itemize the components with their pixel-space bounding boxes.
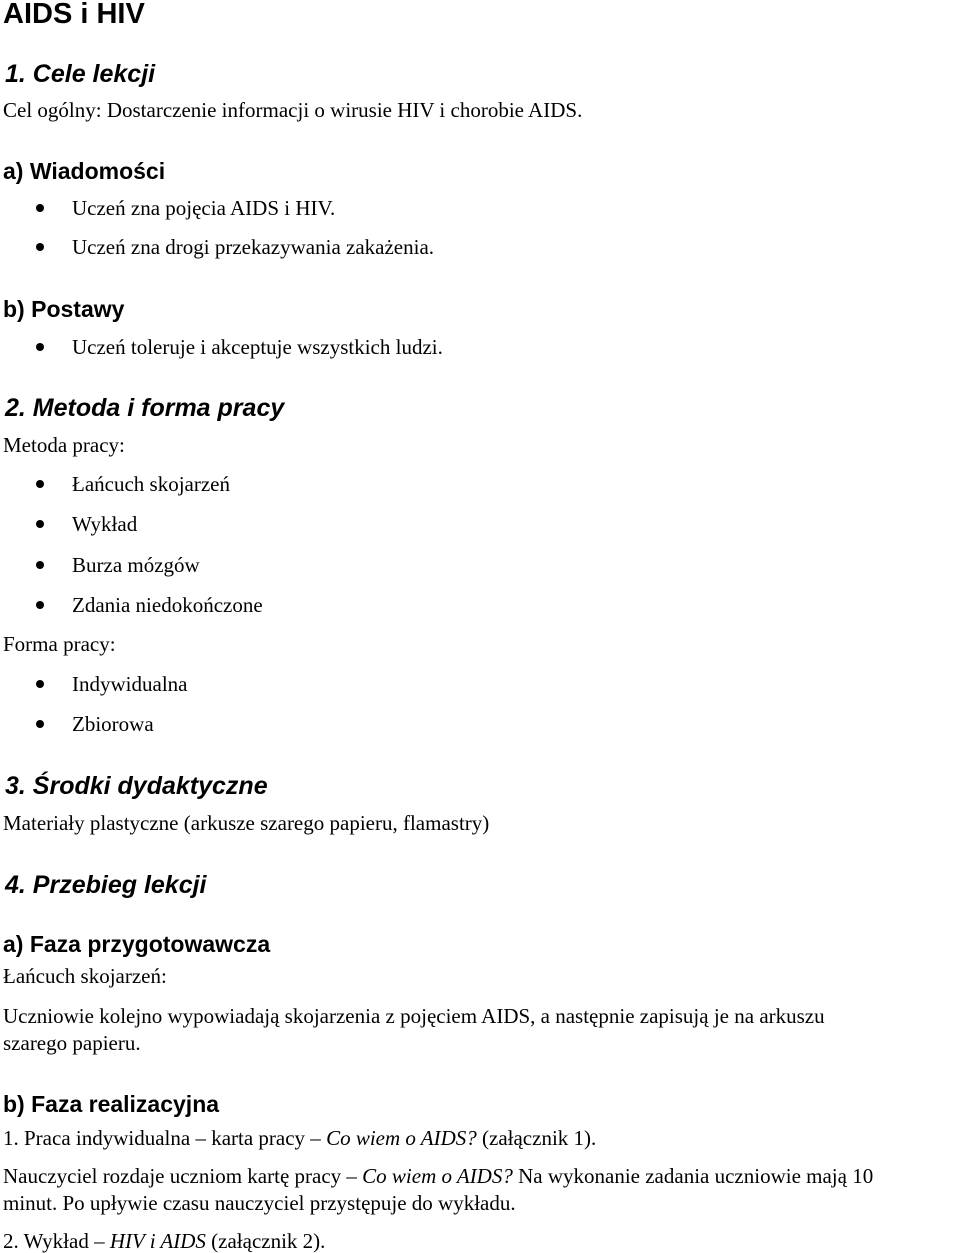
chain-text-line-2: szarego papieru. — [3, 1031, 141, 1055]
list-item: Zbiorowa — [72, 712, 154, 736]
general-goal-text: Cel ogólny: Dostarczenie informacji o wirusie HIV i chorobie AIDS. — [3, 98, 583, 122]
chain-label: Łańcuch skojarzeń: — [3, 964, 167, 988]
bullet-icon — [36, 601, 44, 609]
form-label: Forma pracy: — [3, 632, 116, 656]
numbered-item-2 — [3, 1231, 325, 1252]
list-item: Uczeń zna pojęcia AIDS i HIV. — [72, 196, 336, 220]
section-1-heading: 1. Cele lekcji — [5, 60, 156, 88]
bullet-icon — [36, 343, 44, 351]
list-item: Indywidualna — [72, 672, 188, 696]
instruction-line-2: minut. Po upływie czasu nauczyciel przystępuje do wykładu. — [3, 1191, 516, 1215]
section-2-heading: 2. Metoda i forma pracy — [5, 394, 285, 422]
instruction-worksheet-title: Co wiem o AIDS? — [362, 1164, 513, 1188]
item-2-text: 2. Wykład – — [3, 1229, 110, 1253]
item-1-worksheet-title: Co wiem o AIDS? — [326, 1126, 477, 1150]
bullet-icon — [36, 680, 44, 688]
document-title: AIDS i HIV — [3, 0, 145, 30]
list-item: Zdania niedokończone — [72, 593, 263, 617]
item-1-attachment: (załącznik 1). — [476, 1126, 597, 1150]
bullet-icon — [36, 561, 44, 569]
bullet-icon — [36, 520, 44, 528]
section-3-heading: 3. Środki dydaktyczne — [5, 772, 268, 800]
list-item: Uczeń zna drogi przekazywania zakażenia. — [72, 235, 435, 259]
list-item: Wykład — [72, 512, 138, 536]
instruction-line-1 — [3, 1166, 873, 1187]
instruction-text: Nauczyciel rozdaje uczniom kartę pracy – — [3, 1164, 363, 1188]
bullet-icon — [36, 243, 44, 251]
materials-text: Materiały plastyczne (arkusze szarego papieru, flamastry) — [3, 811, 490, 835]
bullet-icon — [36, 204, 44, 212]
list-item: Uczeń toleruje i akceptuje wszystkich ludzi. — [72, 335, 443, 359]
bullet-icon — [36, 720, 44, 728]
method-label: Metoda pracy: — [3, 433, 125, 457]
section-4-heading: 4. Przebieg lekcji — [5, 871, 207, 899]
list-item: Burza mózgów — [72, 553, 200, 577]
chain-text-line-1: Uczniowie kolejno wypowiadają skojarzenia z pojęciem AIDS, a następnie zapisują je na arkuszu — [3, 1004, 825, 1028]
instruction-task-text: Na wykonanie zadania uczniowie mają 10 — [512, 1164, 874, 1188]
item-1-text: 1. Praca indywidualna – karta pracy – — [3, 1126, 327, 1150]
item-2-attachment: (załącznik 2). — [205, 1229, 326, 1253]
list-item: Łańcuch skojarzeń — [72, 472, 231, 496]
preparation-heading: a) Faza przygotowawcza — [3, 931, 271, 957]
knowledge-heading: a) Wiadomości — [3, 158, 166, 184]
attitudes-heading: b) Postawy — [3, 296, 125, 322]
numbered-item-1 — [3, 1128, 596, 1149]
item-2-lecture-title: HIV i AIDS — [109, 1229, 206, 1253]
realization-heading: b) Faza realizacyjna — [3, 1091, 220, 1117]
bullet-icon — [36, 480, 44, 488]
